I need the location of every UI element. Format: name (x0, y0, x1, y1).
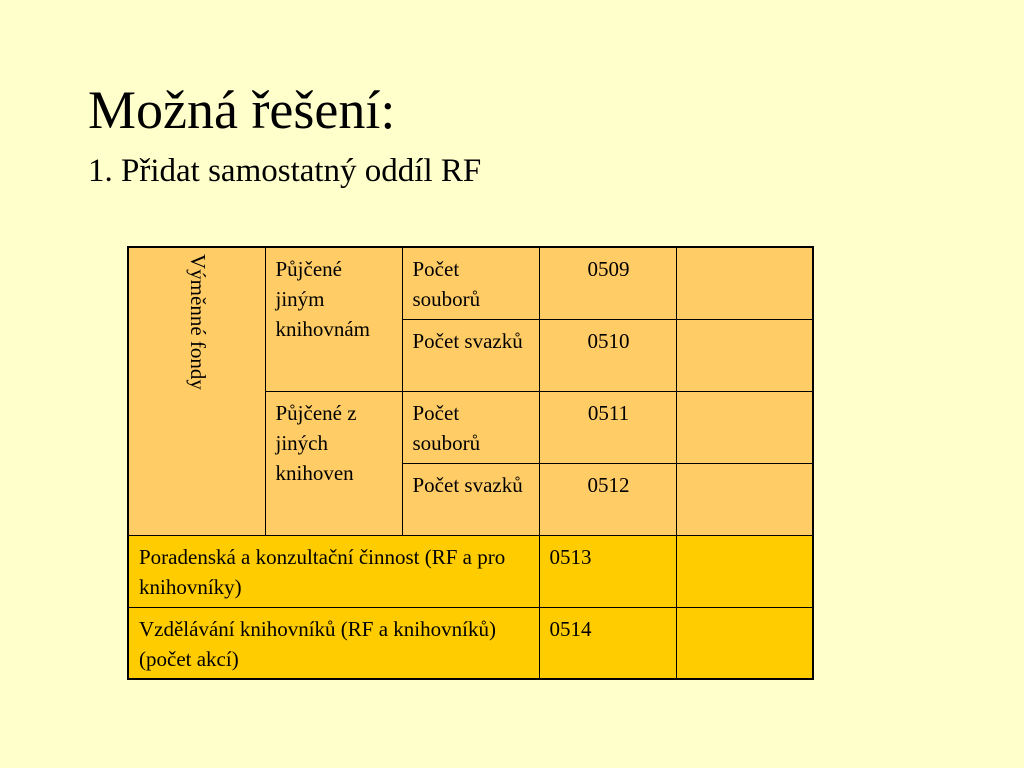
lent-label: Půjčené jiným knihovnám (265, 247, 402, 391)
value-cell[interactable] (676, 463, 813, 535)
code-cell: 0510 (539, 319, 676, 391)
table-row (128, 607, 813, 679)
group-label: Výměnné fondy (185, 254, 210, 390)
consulting-label: Poradenská a konzultační činnost (RF a pro knihovníky) (128, 535, 539, 607)
code-cell: 0509 (539, 247, 676, 319)
borrowed-label: Půjčené z jiných knihoven (265, 391, 402, 535)
value-cell[interactable] (676, 247, 813, 319)
measure-cell: Počet souborů (402, 247, 539, 319)
table-row (128, 247, 813, 319)
slide-title: Možná řešení: (88, 80, 396, 140)
code-cell: 0514 (539, 607, 676, 679)
measure-cell: Počet svazků (402, 463, 539, 535)
code-cell: 0513 (539, 535, 676, 607)
measure-cell: Počet souborů (402, 391, 539, 463)
code-cell: 0512 (539, 463, 676, 535)
value-cell[interactable] (676, 607, 813, 679)
value-cell[interactable] (676, 535, 813, 607)
table-row (128, 535, 813, 607)
value-cell[interactable] (676, 391, 813, 463)
training-label: Vzdělávání knihovníků (RF a knihovníků) (počet akcí) (128, 607, 539, 679)
slide-subtitle: 1. Přidat samostatný oddíl RF (88, 153, 482, 189)
statistics-table (127, 246, 814, 680)
code-cell: 0511 (539, 391, 676, 463)
measure-cell: Počet svazků (402, 319, 539, 391)
group-label-cell (128, 247, 265, 535)
value-cell[interactable] (676, 319, 813, 391)
